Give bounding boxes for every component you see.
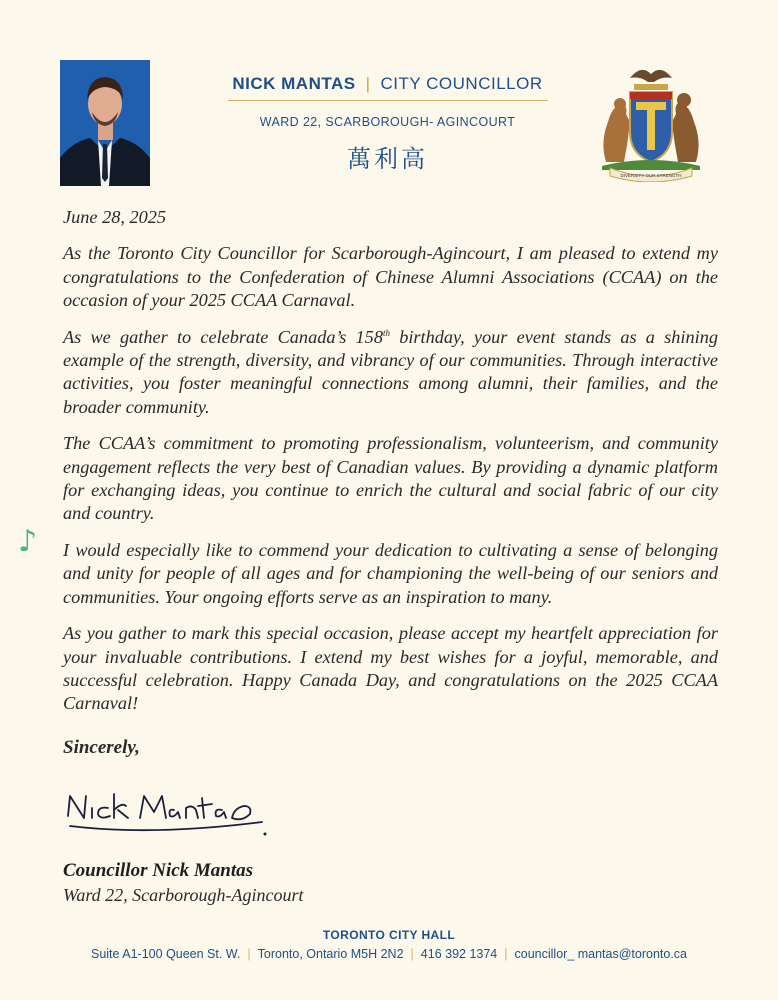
paragraph-2: [63, 326, 718, 420]
closing-salutation: Sincerely,: [63, 736, 140, 758]
footer-address: Suite A1-100 Queen St. W.: [90, 947, 241, 961]
music-note-icon[interactable]: ♪: [18, 524, 38, 559]
paragraph-2-start: As we gather to celebrate Canada’s 158: [63, 326, 383, 347]
handwritten-signature: [62, 786, 272, 840]
signatory-name: Councillor Nick Mantas: [63, 860, 254, 881]
paragraph-5: As you gather to mark this special occasion, please accept my heartfelt appreciation for your invaluable contributions. I extend my best wishes for a joyful, memorable, and successful celebration. Happy Canada Day, and congratulations on the 2025 CCAA Carnaval!: [63, 623, 718, 714]
footer-separator: |: [247, 947, 251, 961]
footer-separator: |: [504, 947, 508, 961]
chinese-name: 萬利高: [347, 145, 428, 173]
councillor-name: NICK MANTAS: [232, 74, 356, 93]
footer-contact: [0, 947, 778, 961]
toronto-coat-of-arms: [596, 62, 706, 182]
footer-phone: 416 392 1374: [420, 947, 498, 961]
header-divider: [228, 100, 548, 101]
paragraph-2-rest: birthday, your event stands as a shining example of the strength, diversity, and vibrancy of our communities. Through interactive activities, you foster meaningful connections among alumni, their families, and the broader community.: [63, 326, 718, 417]
ward-subtitle: WARD 22, SCARBOROUGH- AGINCOURT: [259, 115, 516, 129]
footer-separator: |: [410, 947, 414, 961]
letterhead: [220, 72, 555, 174]
paragraph-1: As the Toronto City Councillor for Scarborough-Agincourt, I am pleased to extend my congratulations to the Confederation of Chinese Alumni Associations (CCAA) on the occasion of your 2025 CCAA Carnaval.: [63, 243, 718, 311]
ordinal-suffix: th: [382, 327, 390, 338]
footer-email[interactable]: councillor_ mantas@toronto.ca: [514, 947, 688, 961]
paragraph-3: The CCAA’s commitment to promoting professionalism, volunteerism, and community engagement reflects the very best of Canadian values. By providing a dynamic platform for exchanging ideas, you continue to enrich the cultural and social fabric of our city and country.: [63, 433, 718, 524]
title-separator: |: [365, 74, 371, 93]
paragraph-4: I would especially like to commend your dedication to cultivating a sense of belonging and unity for people of all ages and for championing the well-being of our seniors and communities. Your ongoing efforts serve as an inspiration to many.: [63, 539, 718, 607]
crest-motto: DIVERSITY OUR STRENGTH: [620, 173, 682, 178]
footer-title: TORONTO CITY HALL: [322, 928, 456, 942]
councillor-portrait: [60, 60, 150, 186]
letterhead-title: [220, 72, 555, 96]
letter-body: [63, 206, 718, 778]
letter-date: June 28, 2025: [63, 207, 167, 227]
signatory-ward: Ward 22, Scarborough-Agincourt: [63, 885, 304, 905]
councillor-role: CITY COUNCILLOR: [380, 74, 543, 93]
footer-city: Toronto, Ontario M5H 2N2: [257, 947, 404, 961]
